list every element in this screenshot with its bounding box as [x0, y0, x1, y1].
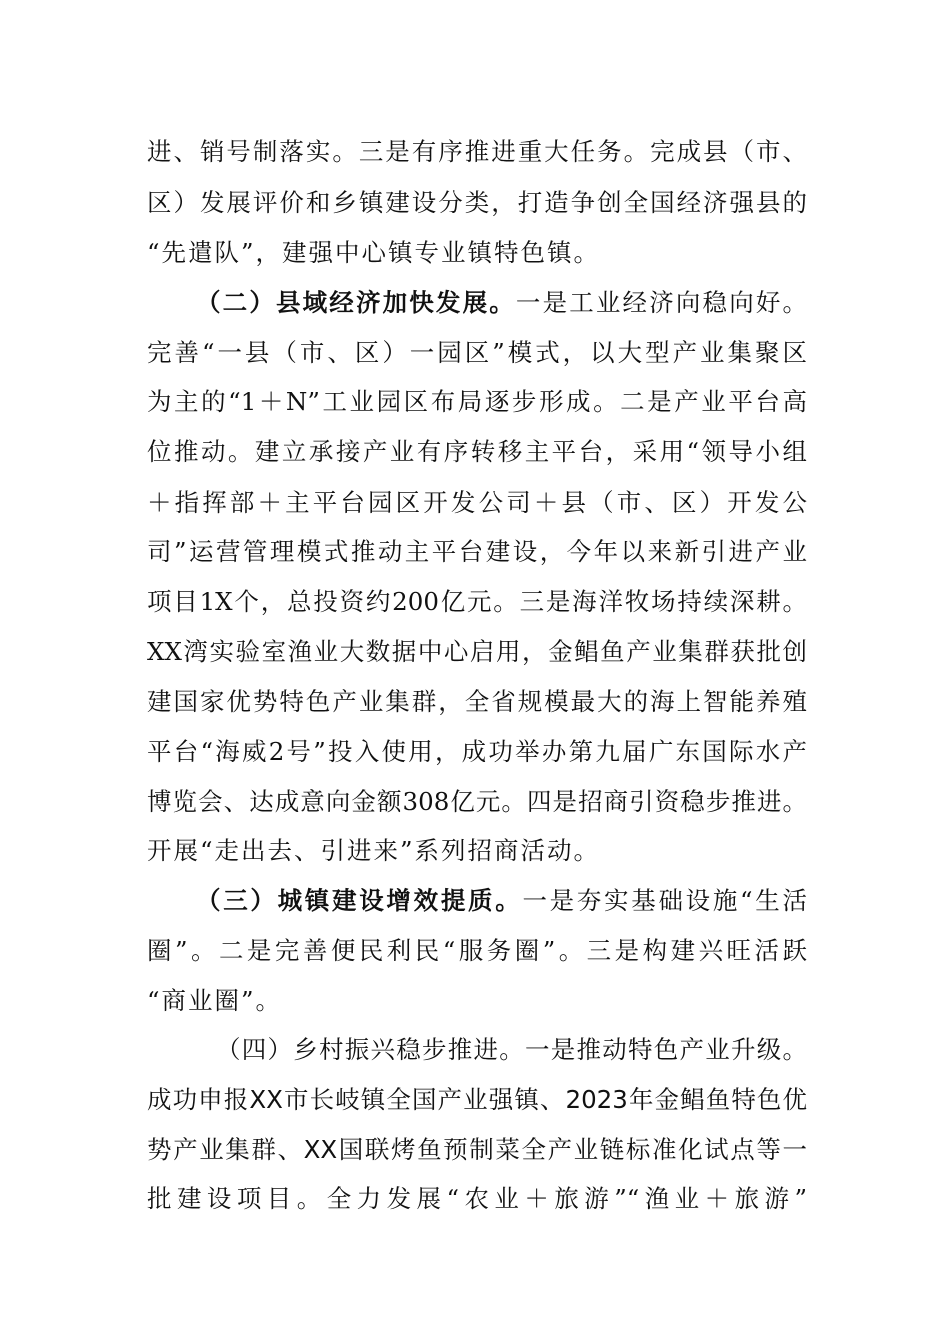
section-3-text: 一是夯实基础设施“生活 [522, 886, 807, 915]
text-line: 势产业集群、XX国联烤鱼预制菜全产业链标准化试点等一 [147, 1135, 807, 1164]
text-line: 位推动。建立承接产业有序转移主平台，采用“领导小组 [147, 437, 807, 466]
section-3-first-line [196, 876, 807, 926]
text-line: “先遣队”，建强中心镇专业镇特色镇。 [147, 238, 601, 267]
section-3-heading: （三）城镇建设增效提质。 [196, 886, 523, 915]
text-line: 进、销号制落实。三是有序推进重大任务。完成县（市、 [147, 137, 807, 166]
text-line: XX湾实验室渔业大数据中心启用，金鲳鱼产业集群获批创 [147, 637, 807, 666]
text-line: 项目1X个，总投资约200亿元。三是海洋牧场持续深耕。 [147, 587, 807, 616]
text-line: 建国家优势特色产业集群，全省规模最大的海上智能养殖 [147, 687, 807, 716]
text-line: 圈”。二是完善便民利民“服务圈”。三是构建兴旺活跃 [147, 936, 807, 965]
text-line: ＋指挥部＋主平台园区开发公司＋县（市、区）开发公 [147, 488, 807, 517]
text-line: “商业圈”。 [147, 986, 283, 1015]
section-2-first-line [196, 278, 807, 328]
text-line: 批建设项目。全力发展“农业＋旅游”“渔业＋旅游” [147, 1184, 807, 1213]
text-line: 区）发展评价和乡镇建设分类，打造争创全国经济强县的 [147, 188, 807, 217]
text-line: 完善“一县（市、区）一园区”模式，以大型产业集聚区 [147, 338, 807, 367]
section-2-heading: （二）县域经济加快发展。 [196, 288, 516, 317]
text-line: 平台“海威2号”投入使用，成功举办第九届广东国际水产 [147, 737, 807, 766]
text-line: 司”运营管理模式推动主平台建设，今年以来新引进产业 [147, 537, 807, 566]
text-line: 成功申报XX市长岐镇全国产业强镇、2023年金鲳鱼特色优 [147, 1085, 807, 1114]
section-4-first-line: （四）乡村振兴稳步推进。一是推动特色产业升级。 [216, 1035, 807, 1064]
text-line: 为主的“1＋N”工业园区布局逐步形成。二是产业平台高 [147, 387, 807, 416]
section-2-text: 一是工业经济向稳向好。 [515, 288, 807, 317]
text-line: 开展“走出去、引进来”系列招商活动。 [147, 836, 601, 865]
text-line: 博览会、达成意向金额308亿元。四是招商引资稳步推进。 [147, 787, 807, 816]
